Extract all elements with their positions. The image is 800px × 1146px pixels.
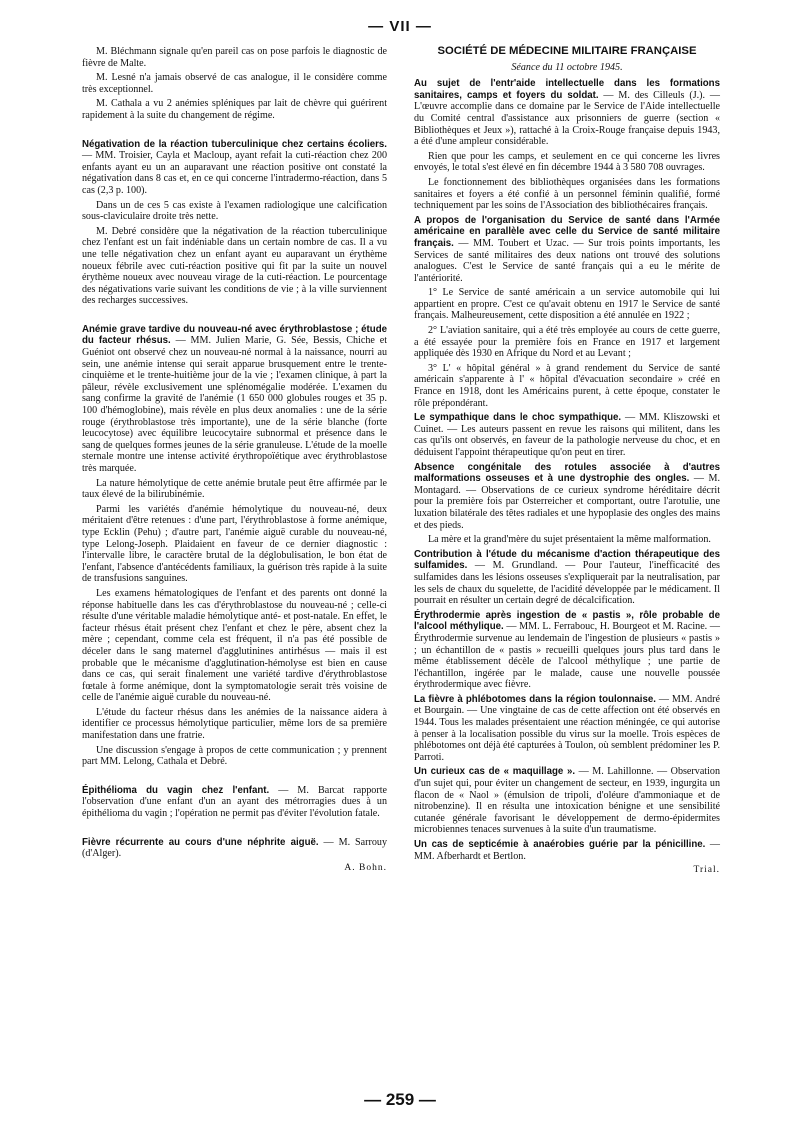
- article-body: — MM. L. Ferrabouc, H. Bourgeot et M. Racine. — Érythrodermie survenue au lendemain de l'ingestion de plusieurs « pastis » ; un échantillon de « pastis » recueilli quelques jours plus tard dans le même établissement décèle de l'alcool méthylique ; une partie de l'échantillon, ingérée par le malade, cause une nouvelle poussée érythrodermique avec fièvre.: [414, 621, 720, 691]
- paragraph: Parmi les variétés d'anémie hémolytique du nouveau-né, deux méritaient d'être retenues : d'une part, l'érythroblastose à forme anémique, type Ecklin (Pehu) ; d'autre part, l'anémie aiguë curable du nouveau-né, type Lelong-Joseph. Plaidaient en faveur de ce dernier diagnostic : l'intervalle libre, le caractère brutal de la déglobulisation, le bon état de l'enfant, l'absence d'antécédents familiaux, la guérison très rapide à la suite de transfusions sanguines.: [82, 503, 387, 585]
- article-title: A propos de l'organisation du Service de santé dans l'Armée américaine en parallèle avec celle du Service de santé militaire français.: [414, 214, 720, 249]
- article-title: Au sujet de l'entr'aide intellectuelle dans les formations sanitaires, camps et foyers du soldat.: [414, 78, 720, 101]
- paragraph: Une discussion s'engage à propos de cette communication ; y prennent part MM. Lelong, Cathala et Debré.: [82, 744, 387, 768]
- article-body: — MM. Toubert et Uzac. — Sur trois points importants, les Services de santé militaires des deux nations ont trouvé des solutions analogues. C'est le Service de santé français qui a eu le mérite de l'antériorité.: [414, 237, 720, 284]
- paragraph: Rien que pour les camps, et seulement en ce qui concerne les livres envoyés, le total s'est élevé en fin décembre 1944 à 3 580 708 ouvrages.: [414, 150, 720, 174]
- signature: A. Bohn.: [344, 862, 387, 873]
- right-column: [414, 46, 720, 880]
- article-body: — M. Montagard. — Observations de ce curieux syndrome héréditaire décrit pour la première fois par Osterreicher et comportant, outre l'arotulie, une luxation bilatérale des têtes radiales et une hypoplasie des ongles des mains et des pieds.: [414, 473, 720, 531]
- article-title: Négativation de la réaction tuberculinique chez certains écoliers.: [82, 138, 387, 150]
- article-title: Un cas de septicémie à anaérobies guérie par la pénicilline.: [414, 839, 706, 850]
- paragraph: Dans un de ces 5 cas existe à l'examen radiologique une calcification sous-claviculaire droite très nette.: [82, 199, 387, 223]
- article-title: Anémie grave tardive du nouveau-né avec érythroblastose ; étude du facteur rhésus.: [82, 323, 387, 347]
- society-title: SOCIÉTÉ DE MÉDECINE MILITAIRE FRANÇAISE: [437, 45, 697, 57]
- article-title: Absence congénitale des rotules associée à d'autres malformations osseuses et à une dystrophie des ongles.: [414, 461, 720, 485]
- article-body: — MM. André et Bourgain. — Une vingtaine de cas de cette affection ont été observés en 1944. Tous les malades présentaient une réaction méningée, ce qui autorise à penser à la localisation possible du virus sur la moelle. Trois espèces de phlébotomes ont déjà été capturées à Toulon, où semblent prédominer les P. Parroti.: [414, 693, 720, 763]
- article-body: — MM. Afberhardt et Bertlon.: [414, 839, 720, 862]
- article-sulfamides: [414, 549, 720, 607]
- paragraph: Les examens hématologiques de l'enfant et des parents ont donné la réponse habituelle dans les cas d'érythroblastose du nouveau-né ; celle-ci résulte d'une véritable maladie hémolytique anté- et post-natale. En effet, le facteur rhésus était présent chez l'enfant et chez le père, absent chez la mère ; cependant, comme cela est fréquent, il n'a pas été possible de déceler dans le sang maternel d'agglutinines antirhésus — mais il est probable que le mécanisme d'agglutination-hémolyse est bien en cause dans ce cas, qui serait finalement une variété tardive d'érythroblastose fœtale à forme anémique, dont la symptomatologie serait très voisine de celle de l'anémie aiguë curable du nouveau-né.: [82, 587, 387, 704]
- article-rotules: [414, 462, 720, 532]
- article-service-sante: [414, 215, 720, 285]
- article-title: Épithélioma du vagin chez l'enfant.: [82, 784, 270, 796]
- article-body: — MM. Julien Marie, G. Sée, Bessis, Chiche et Guéniot ont observé chez un nouveau-né normal à la naissance, nourri au sein, une anémie intense qui serait apparue brusquement entre le trente-cinquième et le trente-huitième jour de la vie ; l'examen clinique, à part la pâleur, révèle exclusivement une splénomégalie modérée. L'examen du sang confirme la gravité de l'anémie (1 650 000 globules rouges et 35 p. 100 d'hémoglobine), mais révèle en plus deux anomalies : une de la série rouge (érythroblastose très importante), une de la série blanche (forte leucocytose) avec équilibre leucocytaire subnormal et présence dans le sang de quelques formes jeunes de la série granuleuse. L'étude de la moelle sternale montre une intense activité érythropoïétique avec érythroblastose très marquée.: [82, 335, 388, 474]
- article-body: — MM. Kliszowski et Cuinet. — Les auteurs passent en revue les raisons qui militent, dans les cas qu'ils ont observés, en faveur de la pathologie nerveuse du choc, et en déduisent l'appoint thérapeutique qu'on peut en tirer.: [414, 412, 721, 458]
- article-body: — M. des Cilleuls (J.). — L'œuvre accomplie dans ce domaine par le Service de l'Aide intellectuelle du Comité central d'assistance aux prisonniers de guerre (section « Bibliothèques et Jeux »), rattaché à la Croix-Rouge française depuis 1943, a été d'une ampleur considérable.: [414, 89, 720, 148]
- paragraph: La nature hémolytique de cette anémie brutale peut être affirmée par le taux élevé de la bilirubinémie.: [82, 477, 387, 501]
- article-entraide: [414, 78, 720, 148]
- paragraph: M. Debré considère que la négativation de la réaction tuberculinique chez l'enfant est un fait indéniable dans un certain nombre de cas. Il a vu une telle négativation chez un enfant ayant eu auparavant un érythème noueux fébrile avec cuti-réaction positive qui fit par la suite un nouvel érythème noueux avec nouveau virage de la cuti-réaction. Le pourcentage des négativations varie suivant les conditions de vie ; à la ville surviennent des recharges successives.: [82, 225, 387, 307]
- paragraph: M. Lesné n'a jamais observé de cas analogue, il le considère comme très exceptionnel.: [82, 72, 387, 95]
- article-fievre-recurrente: [82, 837, 387, 860]
- article-title: Fièvre récurrente au cours d'une néphrite aiguë.: [82, 836, 319, 848]
- session-date: Séance du 11 octobre 1945.: [511, 61, 623, 73]
- article-title: Un curieux cas de « maquillage ».: [414, 766, 576, 778]
- paragraph: L'étude du facteur rhésus dans les anémies de la naissance aidera à identifier ce processus hémolytique particulier, même lors de sa première manifestation dans une fratrie.: [82, 706, 387, 742]
- article-title: Érythrodermie après ingestion de « pastis », rôle probable de l'alcool méthylique.: [414, 609, 720, 633]
- paragraph: 3° L' « hôpital général » à grand rendement du Service de santé américain s'apparente à l' « hôpital d'évacuation secondaire » créé en France en 1918, dont les Américains purent, à cette époque, constater le rôle prépondérant.: [414, 362, 720, 409]
- article-erythrodermie: [414, 610, 720, 691]
- paragraph: La mère et la grand'mère du sujet présentaient la même malformation.: [428, 534, 711, 546]
- page-number: — 259 —: [364, 1090, 436, 1109]
- article-maquillage: [414, 766, 720, 836]
- article-septicemie: [414, 839, 720, 862]
- paragraph: M. Cathala a vu 2 anémies spléniques par lait de chèvre qui guérirent rapidement à la suite du changement de régime.: [82, 98, 387, 121]
- article-phlebotomes: [414, 694, 720, 764]
- article-body: — M. Barcat rapporte l'observation d'une enfant d'un an ayant des métrorragies dues à un épithélioma du vagin ; l'opération ne permit pas d'éviter l'évolution fatale.: [82, 784, 387, 820]
- article-title: La fièvre à phlébotomes dans la région toulonnaise.: [414, 693, 656, 705]
- article-body: — M. Lahillonne. — Observation d'un sujet qui, pour éviter un changement de secteur, en 1939, ingurgita un flacon de « Naol » (émulsion de tripoli, d'oléure d'ammoniaque et de nitrobenzine). Il en résulta une intoxication bénigne et une sensibilité cutanée générale favorisant le développement de dermo-épidermites microbiennes tenaces survenues à la suite d'un traumatisme.: [414, 766, 721, 836]
- left-column: [82, 46, 387, 877]
- paragraph: 2° L'aviation sanitaire, qui a été très employée au cours de cette guerre, a été essayée pour la première fois en France en 1917 et largement appliquée dès 1930 en Afrique du Nord et au Levant ;: [414, 325, 720, 360]
- signature: Trial.: [693, 865, 720, 876]
- article-epithelioma: [82, 785, 387, 820]
- article-anemie: [82, 324, 387, 475]
- page-header-roman: — VII —: [368, 18, 432, 35]
- paragraph: 1° Le Service de santé américain a un service automobile qui lui appartient en propre. C'est ce qu'avait obtenu en 1917 le Service de santé français. Malheureusement, cette disposition a été annulée en 1922 ;: [414, 287, 720, 322]
- article-negativation: [82, 139, 387, 197]
- article-title: Contribution à l'étude du mécanisme d'action thérapeutique des sulfamides.: [414, 548, 720, 572]
- article-sympathique: [414, 412, 720, 458]
- article-title: Le sympathique dans le choc sympathique.: [414, 412, 622, 424]
- paragraph: M. Bléchmann signale qu'en pareil cas on pose parfois le diagnostic de fièvre de Malte.: [82, 46, 387, 69]
- article-body: — M. Grundland. — Pour l'auteur, l'inefficacité des sulfamides dans les lésions osseuses s'expliquerait par la neutralisation, par les sels de chaux du squelette, de l'acidité développée par le médicament. Il pourrait en résulter un certain degré de décalcification.: [414, 560, 720, 607]
- paragraph: Le fonctionnement des bibliothèques organisées dans les formations sanitaires et foyers a été confié à un personnel féminin qualifié, formé techniquement par les soins de l'Association des bibliothécaires français.: [414, 176, 720, 212]
- article-body: — M. Sarrouy (d'Alger).: [82, 836, 388, 860]
- article-body: — MM. Troisier, Cayla et Macloup, ayant refait la cuti-réaction chez 200 enfants ayant eu un an auparavant une réaction positive ont constaté la négativation dans 8 cas et, en ce qui concerne l'intradermo-réaction, dans 5 cas (2,3 p. 100).: [82, 150, 387, 196]
